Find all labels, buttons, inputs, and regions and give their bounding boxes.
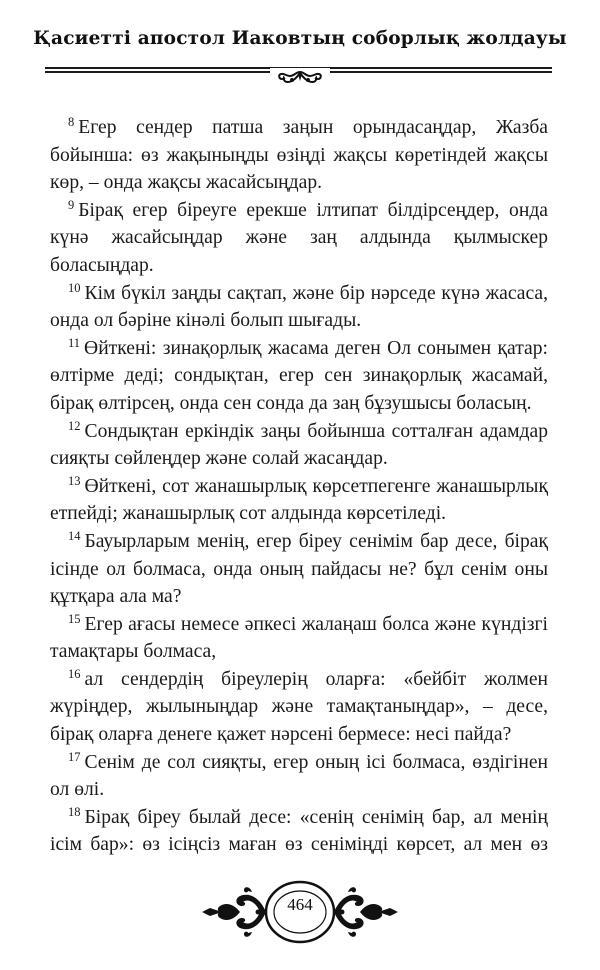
verse-16 bbox=[50, 666, 548, 749]
verse-text: Сондықтан еркіндік заңы бойынша сотталған адамдар сияқты сөйлеңдер және солай жасаңдар. bbox=[50, 420, 548, 470]
verse-9 bbox=[50, 197, 548, 280]
verse-8 bbox=[50, 114, 548, 197]
verse-text: Бауырларым менің, егер біреу сенімім бар десе, бірақ ісінде ол болмаса, онда оның пайдасы не? бұл сенім оны құтқара ала ма? bbox=[50, 530, 548, 608]
verse-text: Өйткені: зинақорлық жасама деген Ол сонымен қатар: өлтірме деді; сондықтан, егер сен зинақорлық жасамай, бірақ өлтірсең, онда сен сонда да заң бұзушысы боласың. bbox=[50, 337, 548, 414]
page-number: 464 bbox=[287, 895, 313, 914]
verse-text: Өйткені, сот жанашырлық көрсетпегенге жанашырлық етпейді; жанашырлық сот алдында көрсетіледі. bbox=[50, 475, 548, 525]
running-head-title: Қасиетті апостол Иаковтың соборлық жолдауы bbox=[33, 28, 567, 49]
verse-number: 14 bbox=[68, 528, 81, 543]
verse-17 bbox=[50, 749, 548, 804]
verse-number: 17 bbox=[68, 749, 81, 764]
verse-13 bbox=[50, 473, 548, 528]
verse-text: Егер ағасы немесе әпкесі жалаңаш болса және күндізгі тамақтары болмаса, bbox=[50, 613, 548, 663]
verse-number: 12 bbox=[68, 418, 81, 433]
verse-14 bbox=[50, 528, 548, 611]
verse-18 bbox=[50, 804, 548, 859]
verse-text: Егер сендер патша заңын орындасаңдар, Жазба бойынша: өз жақыныңды өзіңді жақсы көретіндей жақсы көр, – онда жақсы жасайсыңдар. bbox=[50, 117, 548, 194]
floral-divider-icon bbox=[270, 68, 330, 90]
verse-15 bbox=[50, 611, 548, 666]
verse-number: 8 bbox=[68, 115, 75, 129]
verse-number: 9 bbox=[68, 197, 75, 212]
verse-number: 11 bbox=[68, 335, 81, 350]
verse-12 bbox=[50, 418, 548, 473]
verse-number: 18 bbox=[68, 804, 81, 819]
verse-11 bbox=[50, 335, 548, 418]
verse-text: ал сендердің біреулерің оларға: «бейбіт жолмен жүріңдер, жылыныңдар және тамақтаныңдар», – десе, бірақ оларға денеге қажет нәрсені бермесе: несі пайда? bbox=[50, 668, 548, 746]
scripture-body bbox=[50, 114, 548, 859]
verse-number: 10 bbox=[68, 280, 81, 295]
verse-text: Бірақ егер біреуге ерекше ілтипат білдірсеңдер, онда күнә жасайсыңдар және заң алдында қылмыскер боласыңдар. bbox=[50, 199, 548, 276]
verse-number: 13 bbox=[68, 473, 81, 488]
verse-number: 15 bbox=[68, 611, 81, 626]
verse-text: Бірақ біреу былай десе: «сенің сенімің бар, ал менің ісім бар»: өз ісіңсіз маған өз сеніміңді көрсет, ал мен өз bbox=[50, 806, 548, 856]
verse-10 bbox=[50, 280, 548, 335]
verse-number: 16 bbox=[68, 666, 81, 681]
verse-text: Сенім де сол сияқты, егер оның ісі болмаса, өздігінен ол өлі. bbox=[50, 751, 548, 801]
verse-text: Кім бүкіл заңды сақтап, және бір нәрседе күнә жасаса, онда ол бәріне кінәлі болып шығады. bbox=[50, 282, 548, 332]
